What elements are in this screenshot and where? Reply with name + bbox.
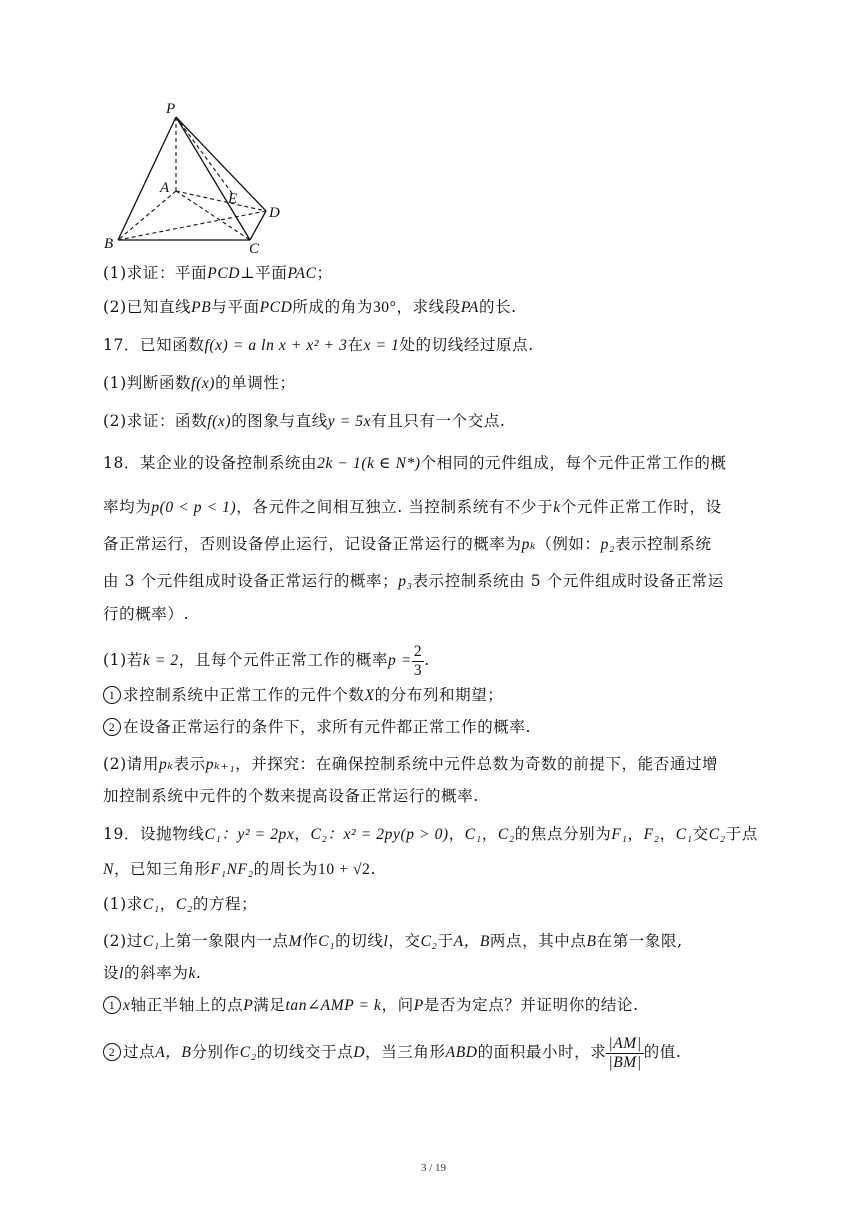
edge-PD: [176, 117, 266, 211]
edge-PB: [118, 117, 176, 240]
q18-sub2: 2 在设备正常运行的条件下，求所有元件都正常工作的概率.: [103, 716, 531, 738]
label-D: D: [269, 205, 280, 221]
edge-AC: [176, 191, 250, 240]
label-C: C: [249, 241, 260, 257]
circle-number-2: 2: [103, 718, 121, 736]
edge-PE: [176, 117, 234, 196]
q18-sub1: 1 求控制系统中正常工作的元件个数X的分布列和期望；: [103, 684, 503, 707]
q18-part1: (1)若k = 2，且每个元件正常工作的概率p = $\frac{2}{3}$ .: [103, 642, 430, 679]
q19-line1: 19．设抛物线C₁：y² = 2px，C₂：x² = 2py(p > 0)，C₁，C₂的焦点分别为F₁，F₂，C₁交C₂于点: [103, 825, 758, 843]
edge-BD: [118, 211, 266, 240]
q18-line2: 率均为p(0 < p < 1)，各元件之间相互独立. 当控制系统有不少于k个元件正常工作时，设: [103, 498, 722, 516]
q19-part2-line2: 设l的斜率为k.: [103, 964, 202, 982]
q19-part2: (2)过C₁上第一象限内一点M作C₁的切线l，交C₂于A，B两点，其中点B在第一象限,: [103, 932, 683, 950]
label-A: A: [160, 180, 170, 196]
q16-part1: (1)求证：平面PCD⊥平面PAC；: [103, 264, 333, 282]
q18-part2: (2)请用pₖ表示pₖ₊₁，并探究：在确保控制系统中元件总数为奇数的前提下，能否通过增: [103, 755, 719, 773]
q17-intro: 17．已知函数f(x) = a ln x + x² + 3在x = 1处的切线经过原点.: [103, 336, 534, 354]
label-E: E: [228, 191, 238, 207]
circle-number-1: 1: [103, 996, 121, 1014]
q19-line2: N，已知三角形F₁NF₂的周长为10 + √2.: [103, 860, 377, 878]
circle-number-1: 1: [103, 686, 121, 704]
q18-line5: 行的概率）.: [103, 605, 190, 623]
pyramid-figure: [0, 0, 867, 260]
q18-line3: 备正常运行，否则设备停止运行，记设备正常运行的概率为pₖ（例如：p₂表示控制系统: [103, 535, 712, 553]
q18-line1: 18．某企业的设备控制系统由2k − 1(k ∈ N*)个相同的元件组成，每个元件正常工作的概: [103, 454, 727, 472]
q19-sub2: 2 过点A，B分别作C₂的切线交于点D，当三角形ABD的面积最小时，求 $\frac{|AM|}{|BM|}$ 的值.: [103, 1032, 681, 1073]
page-number: 3 / 19: [420, 1162, 447, 1174]
q19-sub1: 1 x轴正半轴上的点P满足tan∠AMP = k，问P是否为定点？并证明你的结论.: [103, 994, 639, 1017]
q18-part2-line2: 加控制系统中元件的个数来提高设备正常运行的概率.: [103, 787, 479, 805]
q17-part1: (1)判断函数f(x)的单调性；: [103, 374, 296, 392]
label-B: B: [104, 236, 114, 252]
label-P: P: [166, 101, 176, 117]
fraction-am-bm: $\frac{|AM|}{|BM|}$: [608, 1034, 642, 1071]
q16-part2: (2)已知直线PB与平面PCD所成的角为30°，求线段PA的长.: [103, 298, 517, 316]
circle-number-2: 2: [103, 1043, 121, 1061]
edge-CD: [250, 211, 266, 240]
q17-part2: (2)求证：函数f(x)的图象与直线y = 5x有且只有一个交点.: [103, 412, 506, 430]
edge-AB: [118, 191, 176, 240]
q18-line4: 由 3 个元件组成时设备正常运行的概率；p₃表示控制系统由 5 个元件组成时设备正常运: [103, 572, 724, 590]
q19-part1: (1)求C₁，C₂的方程；: [103, 895, 258, 913]
edge-AD: [176, 191, 266, 211]
edge-PC: [176, 117, 250, 240]
fraction-two-thirds: $\frac{2}{3}$: [413, 642, 423, 679]
